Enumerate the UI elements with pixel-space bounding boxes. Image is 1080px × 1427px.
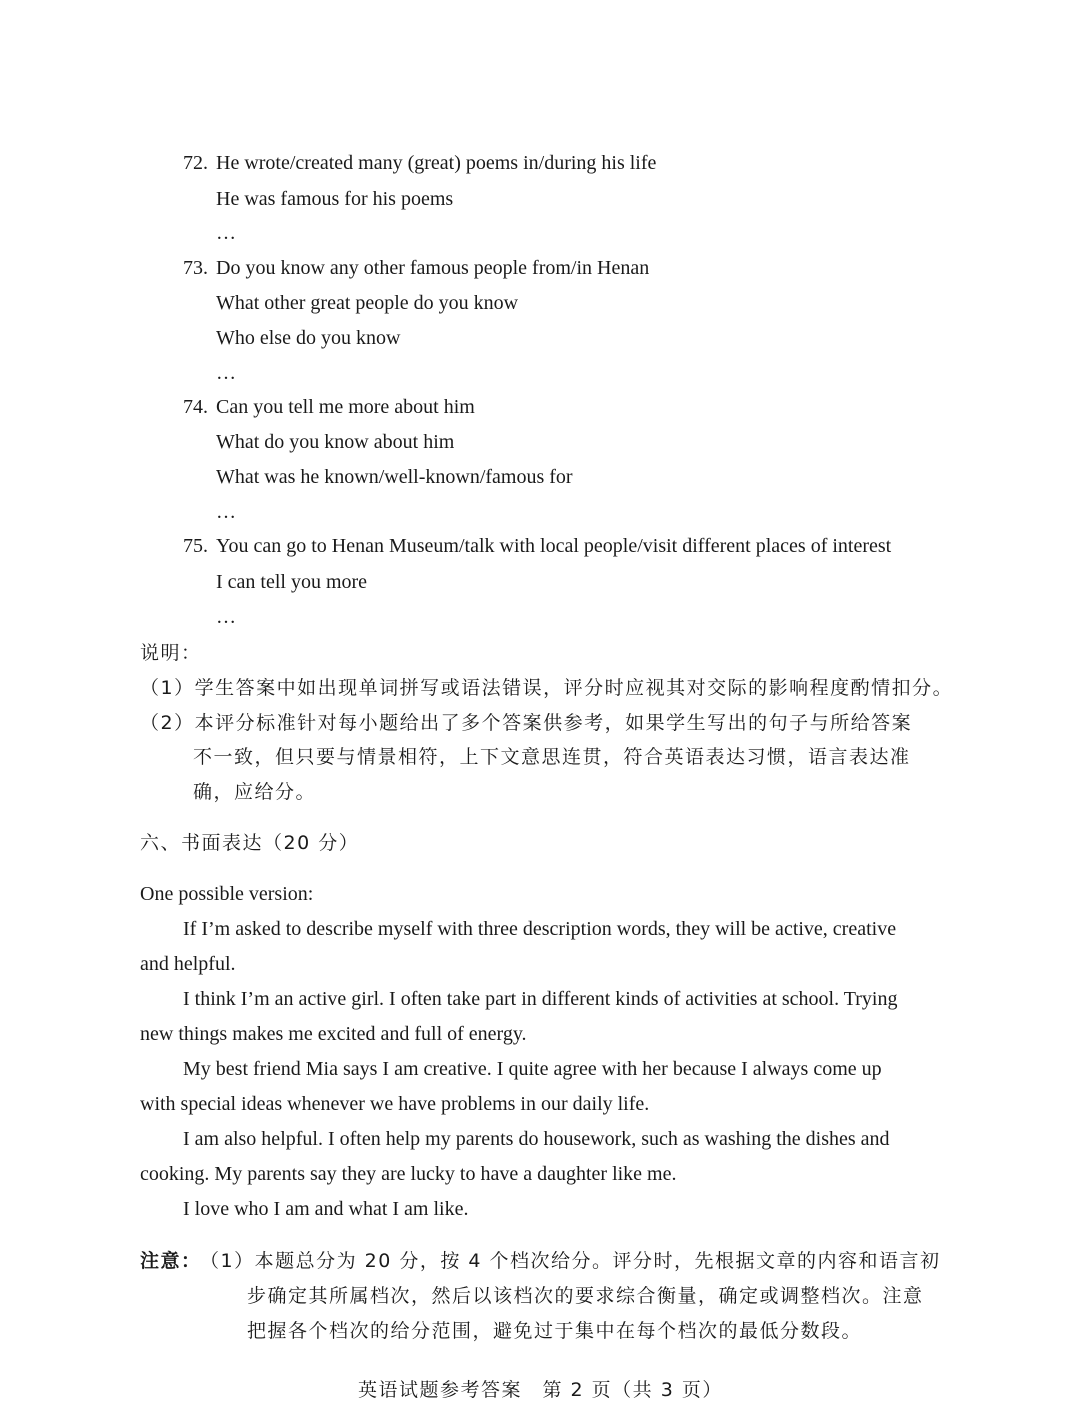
essay-line: with special ideas whenever we have problems in our daily life.: [140, 1093, 650, 1115]
essay-line: If I’m asked to describe myself with three description words, they will be active, creative: [183, 918, 897, 940]
section-title: 六、书面表达（20 分）: [140, 832, 360, 854]
answer-73-number: 73.: [183, 257, 208, 279]
answer-75-alt: I can tell you more: [216, 571, 368, 593]
answer-72-ellipsis: …: [216, 222, 238, 244]
attention-line-3: 把握各个档次的给分范围，避免过于集中在每个档次的最低分数段。: [247, 1320, 863, 1342]
attention-line-2: 步确定其所属档次，然后以该档次的要求综合衡量，确定或调整档次。注意: [247, 1285, 924, 1307]
answer-72-main: He wrote/created many (great) poems in/during his life: [216, 152, 657, 174]
notes-item-2-line-2: 不一致，但只要与情景相符，上下文意思连贯，符合英语表达习惯，语言表达准: [193, 746, 911, 768]
attention-label: 注意：: [140, 1250, 202, 1272]
answer-75-number: 75.: [183, 535, 208, 557]
answer-73-ellipsis: …: [216, 362, 238, 384]
essay-line: new things makes me excited and full of energy.: [140, 1023, 527, 1045]
notes-item-2-line-1: （2）本评分标准针对每小题给出了多个答案供参考，如果学生写出的句子与所给答案: [140, 712, 913, 734]
answer-75-main: You can go to Henan Museum/talk with local people/visit different places of interest: [216, 535, 892, 557]
answer-72-alt: He was famous for his poems: [216, 188, 454, 210]
essay-line: My best friend Mia says I am creative. I quite agree with her because I always come up: [183, 1058, 882, 1080]
page-footer: 英语试题参考答案 第 2 页（共 3 页）: [358, 1379, 723, 1401]
attention-line-1: （1）本题总分为 20 分，按 4 个档次给分。评分时，先根据文章的内容和语言初: [200, 1250, 941, 1272]
notes-heading: 说明：: [140, 642, 202, 664]
answer-75-ellipsis: …: [216, 606, 238, 628]
answer-73-alt: Who else do you know: [216, 327, 401, 349]
notes-item-1: （1）学生答案中如出现单词拼写或语法错误，评分时应视其对交际的影响程度酌情扣分。: [140, 677, 954, 699]
notes-item-2-line-3: 确，应给分。: [193, 781, 317, 803]
essay-line: cooking. My parents say they are lucky to have a daughter like me.: [140, 1163, 677, 1185]
essay-line: I think I’m an active girl. I often take part in different kinds of activities at school. Trying: [183, 988, 898, 1010]
answer-74-alt: What do you know about him: [216, 431, 455, 453]
essay-label: One possible version:: [140, 883, 314, 905]
answer-73-alt: What other great people do you know: [216, 292, 519, 314]
answer-74-alt: What was he known/well-known/famous for: [216, 466, 573, 488]
answer-74-main: Can you tell me more about him: [216, 396, 475, 418]
essay-line: and helpful.: [140, 953, 236, 975]
answer-73-main: Do you know any other famous people from/in Henan: [216, 257, 650, 279]
essay-line: I love who I am and what I am like.: [183, 1198, 469, 1220]
answer-72-number: 72.: [183, 152, 208, 174]
answer-74-number: 74.: [183, 396, 208, 418]
answer-74-ellipsis: …: [216, 501, 238, 523]
essay-line: I am also helpful. I often help my parents do housework, such as washing the dishes and: [183, 1128, 890, 1150]
